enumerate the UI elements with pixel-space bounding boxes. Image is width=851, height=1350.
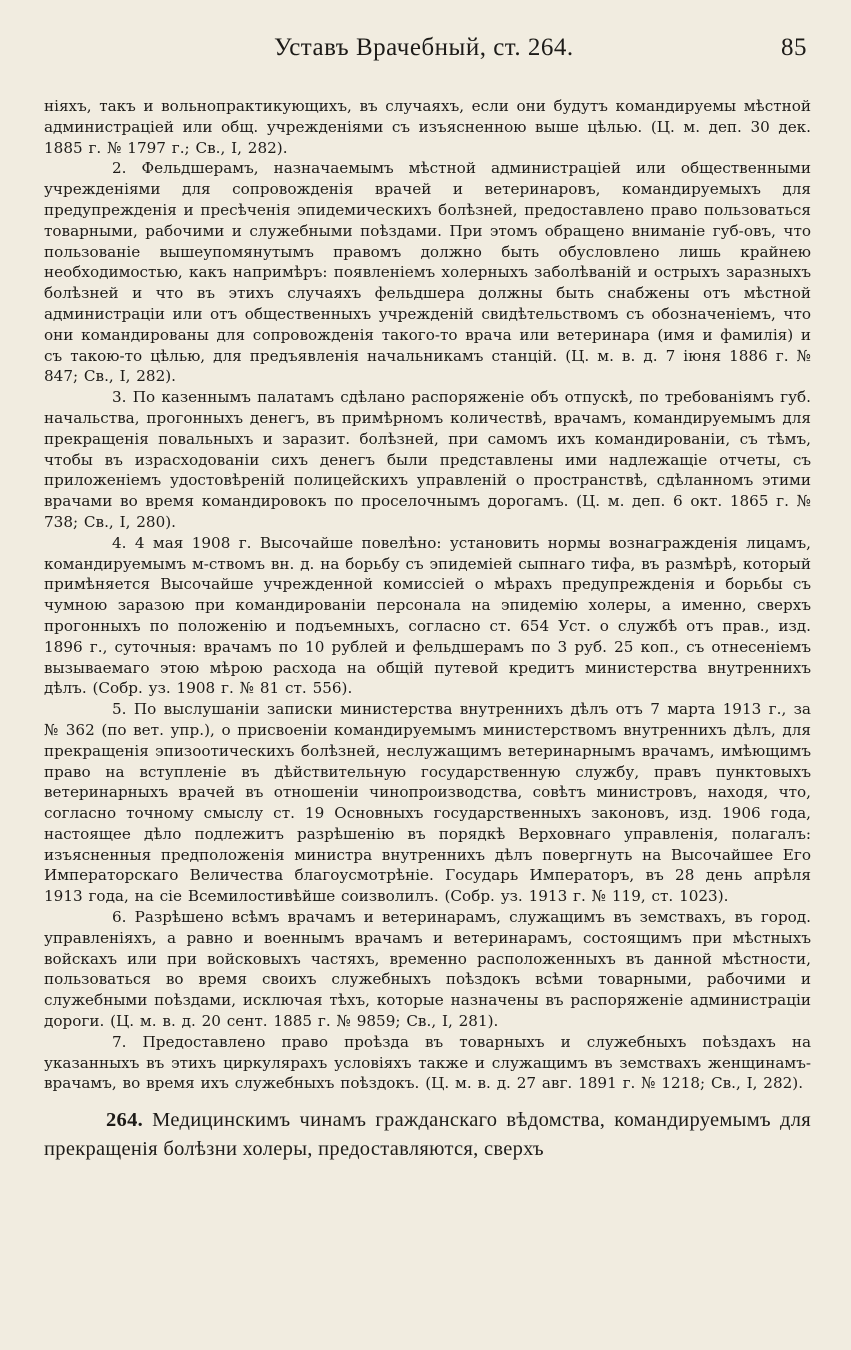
paragraph-4: 4. 4 мая 1908 г. Высочайше повелѣно: установить нормы вознагражденія лицамъ, командируемымъ м-ствомъ вн. д. на борьбу съ эпидеміей сыпнаго тифа, въ размѣрѣ, который примѣняется Высочайше учрежденной комиссіей о мѣрахъ предупрежденія и борьбы съ чумною заразою при командированіи персонала на эпидемію холеры, а именно, сверхъ прогонныхъ по положенію и подъемныхъ, согласно ст. 654 Уст. о службѣ отъ прав., изд. 1896 г., суточныя: врачамъ по 10 рублей и фельдшерамъ по 3 руб. 25 коп., съ отнесеніемъ вызываемаго этою мѣрою расхода на общій путевой кредитъ министерства внутреннихъ дѣлъ. (Собр. уз. 1908 г. № 81 ст. 556). — [44, 533, 811, 698]
article-number: 264. — [106, 1109, 144, 1132]
paragraph-continuation: ніяхъ, такъ и вольнопрактикующихъ, въ случаяхъ, если они будутъ командируемы мѣстной администраціей или общ. учрежденіями съ изъясненною выше цѣлью. (Ц. м. деп. 30 дек. 1885 г. № 1797 г.; Св., I, 282). — [44, 97, 811, 157]
document-body — [44, 96, 811, 1094]
paragraph-6: 6. Разрѣшено всѣмъ врачамъ и ветеринарамъ, служащимъ въ земствахъ, въ город. управленіяхъ, а равно и военнымъ врачамъ и ветеринарамъ, состоящимъ при мѣстныхъ войскахъ или при войсковыхъ частяхъ, временно расположенныхъ въ данной мѣстности, пользоваться во время своихъ служебныхъ поѣздокъ всѣми товарными, рабочими и служебными поѣздами, исключая тѣхъ, которые назначены въ распоряженіе администраціи дороги. (Ц. м. в. д. 20 сент. 1885 г. № 9859; Св., I, 281). — [44, 908, 811, 1031]
header-title: Уставъ Врачебный, ст. 264. — [274, 34, 574, 61]
page-number: 85 — [781, 34, 807, 61]
paragraph-3: 3. По казеннымъ палатамъ сдѣлано распоряженіе объ отпускѣ, по требованіямъ губ. начальства, прогонныхъ денегъ, въ примѣрномъ количествѣ, врачамъ, командируемымъ для прекращенія повальныхъ и заразит. болѣзней, при самомъ ихъ командированіи, съ тѣмъ, чтобы въ израсходованіи сихъ денегъ были представлены ими надлежащіе отчеты, съ приложеніемъ удостовѣреній полицейскихъ управленій о пространствѣ, сдѣланномъ этими врачами во время командировокъ по проселочнымъ дорогамъ. (Ц. м. деп. 6 окт. 1865 г. № 738; Св., I, 280). — [44, 388, 811, 531]
article-text: Медицинскимъ чинамъ гражданскаго вѣдомства, командируемымъ для прекращенія болѣзни холеры, предоставляются, сверхъ — [44, 1109, 811, 1161]
article-264 — [44, 1106, 811, 1164]
paragraph-5: 5. По выслушаніи записки министерства внутреннихъ дѣлъ отъ 7 марта 1913 г., за № 362 (по вет. упр.), о присвоеніи командируемымъ министерствомъ внутреннихъ дѣлъ, для прекращенія эпизоотическихъ болѣзней, неслужащимъ ветеринарнымъ врачамъ, имѣющимъ право на вступленіе въ дѣйствительную государственную службу, правъ пунктовыхъ ветеринарныхъ врачей въ отношеніи чинопроизводства, совѣтъ министровъ, находя, что, согласно точному смыслу ст. 19 Основныхъ государственныхъ законовъ, изд. 1906 года, настоящее дѣло подлежитъ разрѣшенію въ порядкѣ Верховнаго управленія, полагалъ: изъясненныя предположенія министра внутреннихъ дѣлъ повергнуть на Высочайшее Его Императорскаго Величества благоусмотрѣніе. Государь Императоръ, въ 28 день апрѣля 1913 года, на сіе Всемилостивѣйше соизволилъ. (Собр. уз. 1913 г. № 119, ст. 1023). — [44, 700, 811, 906]
paragraph-2: 2. Фельдшерамъ, назначаемымъ мѣстной администраціей или общественными учрежденіями для сопровожденія врачей и ветеринаровъ, командируемыхъ для предупрежденія и пресѣченія эпидемическихъ болѣзней, предоставлено право пользоваться товарными, рабочими и служебными поѣздами. При этомъ обращено вниманіе губ-овъ, что пользованіе вышеупомянутымъ правомъ должно быть обусловлено лишь крайнею необходимостью, какъ напримѣръ: появленіемъ холерныхъ заболѣваній и острыхъ заразныхъ болѣзней и что въ этихъ случаяхъ фельдшера должны быть снабжены отъ мѣстной администраціи или отъ общественныхъ учрежденій свидѣтельствомъ съ обозначеніемъ, что они командированы для сопровожденія такого-то врача или ветеринара (имя и фамилія) и съ такою-то цѣлью, для предъявленія начальникамъ станцій. (Ц. м. в. д. 7 іюня 1886 г. № 847; Св., I, 282). — [44, 159, 811, 386]
paragraph-7: 7. Предоставлено право проѣзда въ товарныхъ и служебныхъ поѣздахъ на указанныхъ въ этихъ циркулярахъ условіяхъ также и служащимъ въ земствахъ женщинамъ-врачамъ, во время ихъ служебныхъ поѣздокъ. (Ц. м. в. д. 27 авг. 1891 г. № 1218; Св., I, 282). — [44, 1032, 811, 1093]
running-header — [44, 34, 811, 70]
